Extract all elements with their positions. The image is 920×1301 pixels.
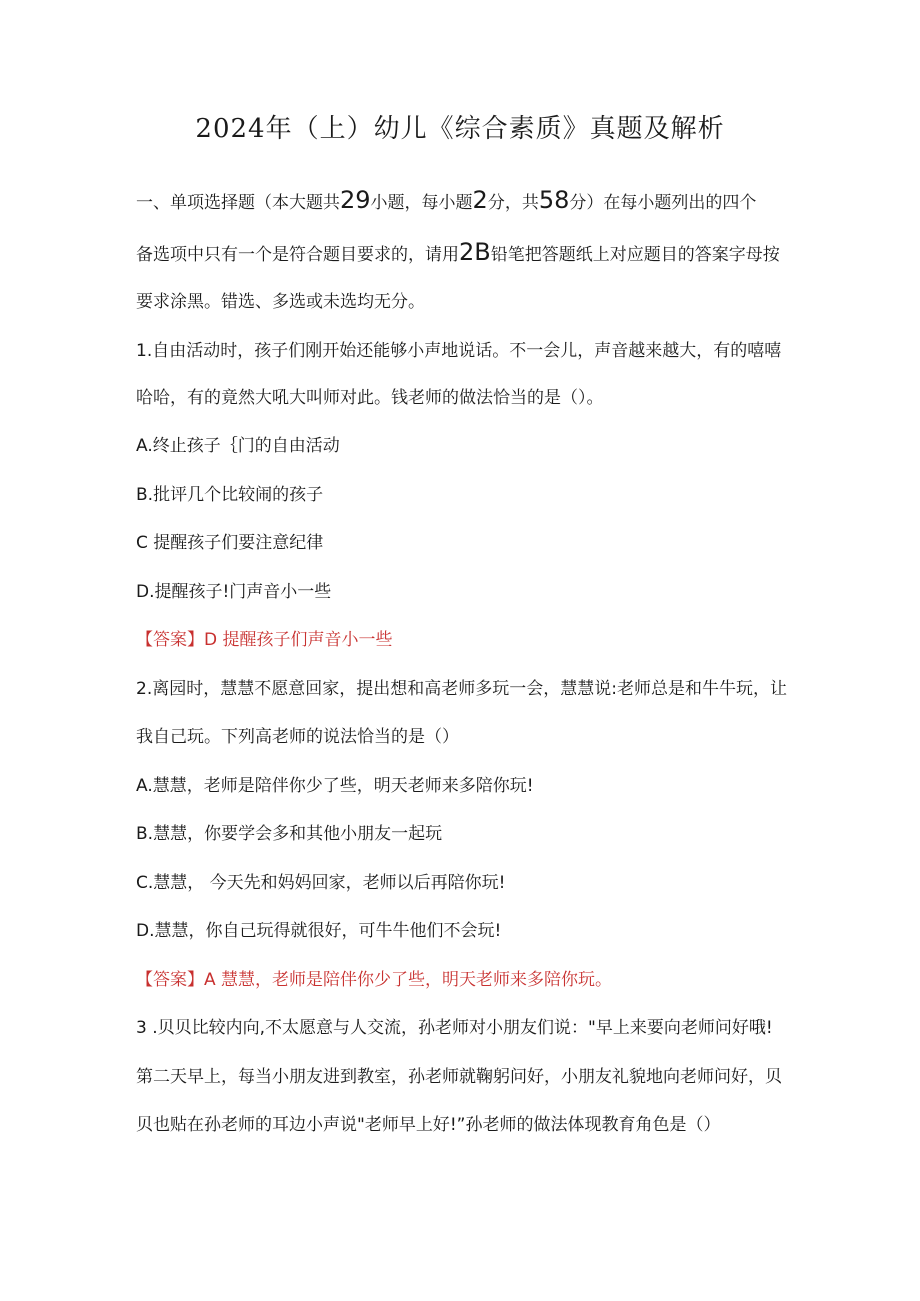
q2-stem-line-2: 我自己玩。下列高老师的说法恰当的是（） xyxy=(136,727,459,747)
q1-answer: 【答案】D 提醒孩子们声音小一些 xyxy=(136,630,393,650)
section-intro-line-3: 要求涂黑。错选、多选或未选均无分。 xyxy=(136,292,425,312)
question-count: 29 xyxy=(340,186,371,214)
q1-stem-line-2: 哈哈，有的竟然大吼大叫师对此。钱老师的做法恰当的是（）。 xyxy=(136,388,604,408)
q2-option-a: A.慧慧，老师是陪伴你少了些，明天老师来多陪你玩! xyxy=(136,776,534,796)
intro-text: 小题，每小题 xyxy=(370,193,473,213)
document-title: 2024年（上）幼儿《综合素质》真题及解析 xyxy=(195,114,725,144)
pencil-type: 2B xyxy=(459,238,491,266)
section-intro-line-1 xyxy=(136,188,796,215)
q3-stem-line-2: 第二天早上，每当小朋友进到教室，孙老师就鞠躬问好，小朋友礼貌地向老师问好，贝 xyxy=(136,1067,782,1087)
q3-stem-line-3: 贝也贴在孙老师的耳边小声说"老师早上好!”孙老师的做法体现教育角色是（） xyxy=(136,1115,721,1135)
section-intro-line-2 xyxy=(136,240,796,267)
q3-stem-line-1: 3 .贝贝比较内向,不太愿意与人交流，孙老师对小朋友们说："早上来要向老师问好哦! xyxy=(136,1018,773,1038)
q2-answer: 【答案】A 慧慧，老师是陪伴你少了些，明天老师来多陪你玩。 xyxy=(136,970,613,990)
intro-text: 分，共 xyxy=(487,193,539,213)
q2-option-b: B.慧慧，你要学会多和其他小朋友一起玩 xyxy=(136,824,443,844)
q1-option-b: B.批评几个比较闹的孩子 xyxy=(136,485,324,505)
intro-text: 备选项中只有一个是符合题目要求的，请用 xyxy=(136,245,459,265)
intro-text: 分）在每小题列出的四个 xyxy=(569,193,757,213)
q2-option-d: D.慧慧，你自己玩得就很好，可牛牛他们不会玩! xyxy=(136,921,502,941)
q1-option-a: A.终止孩子｛门的自由活动 xyxy=(136,436,340,456)
q2-option-c: C.慧慧， 今天先和妈妈回家，老师以后再陪你玩! xyxy=(136,873,506,893)
q1-stem-line-1: 1.自由活动时，孩子们刚开始还能够小声地说话。不一会儿，声音越来越大，有的嘻嘻 xyxy=(136,341,782,361)
q1-option-c: C 提醒孩子们要注意纪律 xyxy=(136,533,324,553)
points-total: 58 xyxy=(538,186,570,214)
q2-stem-line-1: 2.离园时，慧慧不愿意回家，提出想和高老师多玩一会，慧慧说:老师总是和牛牛玩，让 xyxy=(136,679,787,699)
q1-option-d: D.提醒孩子!门声音小一些 xyxy=(136,582,332,602)
points-each: 2 xyxy=(472,186,488,214)
intro-text: 一、单项选择题（本大题共 xyxy=(136,193,340,213)
intro-text: 铅笔把答题纸上对应题目的答案字母按 xyxy=(490,245,780,265)
